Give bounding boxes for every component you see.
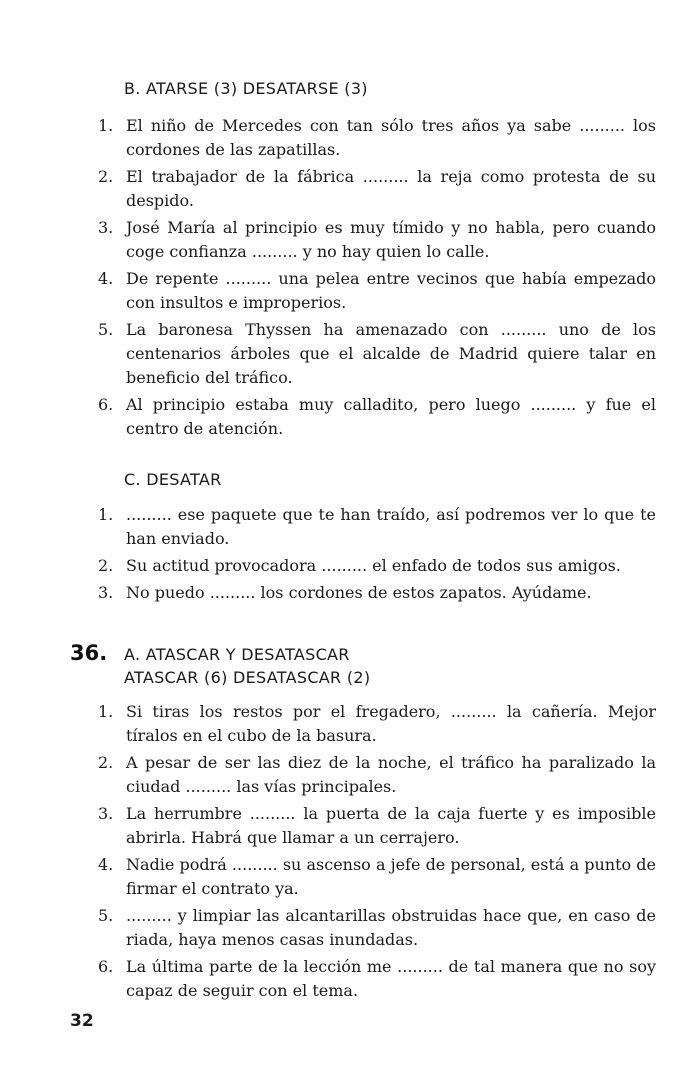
list-item: 5. ......... y limpiar las alcantarillas obstruidas hace que, en caso de riada, haya menos casas inundadas. bbox=[98, 906, 656, 949]
list-item: 4. Nadie podrá ......... su ascenso a jefe de personal, está a punto de firmar el contrato ya. bbox=[98, 855, 656, 898]
exercise-36-list bbox=[98, 700, 656, 1006]
list-item: 2. El trabajador de la fábrica ......... la reja como protesta de su despido. bbox=[98, 167, 656, 210]
page-number: 32 bbox=[70, 1011, 94, 1031]
item-text: Al principio estaba muy calladito, pero luego ......... y fue el centro de atención. bbox=[126, 395, 656, 438]
list-item: 1. El niño de Mercedes con tan sólo tres años ya sabe ......... los cordones de las zapatillas. bbox=[98, 116, 656, 159]
exercise-number: 36. bbox=[70, 641, 108, 665]
list-item: 6. Al principio estaba muy calladito, pero luego ......... y fue el centro de atención. bbox=[98, 395, 656, 438]
section-c-heading: C. DESATAR bbox=[124, 470, 222, 489]
item-text: La herrumbre ......... la puerta de la caja fuerte y es imposible abrirla. Habrá que llamar a un cerrajero. bbox=[126, 804, 656, 847]
item-text: A pesar de ser las diez de la noche, el tráfico ha paralizado la ciudad ......... las vías principales. bbox=[126, 753, 656, 796]
list-item: 1. Si tiras los restos por el fregadero, ......... la cañería. Mejor tíralos en el cubo de la basura. bbox=[98, 702, 656, 745]
item-text: De repente ......... una pelea entre vecinos que había empezado con insultos e improperios. bbox=[126, 269, 656, 312]
item-text: La baronesa Thyssen ha amenazado con ......... uno de los centenarios árboles que el alcalde de Madrid quiere talar en beneficio del tráfico. bbox=[126, 320, 656, 387]
list-item: 2. Su actitud provocadora ......... el enfado de todos sus amigos. bbox=[98, 556, 621, 575]
exercise-36-heading: A. ATASCAR Y DESATASCAR bbox=[124, 645, 350, 664]
item-text: Si tiras los restos por el fregadero, ......... la cañería. Mejor tíralos en el cubo de la basura. bbox=[126, 702, 656, 745]
item-text: No puedo ......... los cordones de estos zapatos. Ayúdame. bbox=[126, 583, 592, 602]
list-item: 3. José María al principio es muy tímido y no habla, pero cuando coge confianza ......... y no hay quien lo calle. bbox=[98, 218, 656, 261]
item-text: José María al principio es muy tímido y no habla, pero cuando coge confianza ......... y no hay quien lo calle. bbox=[126, 218, 656, 261]
exercise-36-subheading: ATASCAR (6) DESATASCAR (2) bbox=[124, 668, 371, 687]
item-text: ......... y limpiar las alcantarillas obstruidas hace que, en caso de riada, haya menos casas inundadas. bbox=[126, 906, 656, 949]
section-b-heading: B. ATARSE (3) DESATARSE (3) bbox=[124, 79, 368, 98]
item-text: ......... ese paquete que te han traído, así podremos ver lo que te han enviado. bbox=[126, 505, 656, 548]
list-item: 1. ......... ese paquete que te han traído, así podremos ver lo que te han enviado. bbox=[98, 505, 656, 548]
item-text: Su actitud provocadora ......... el enfado de todos sus amigos. bbox=[126, 556, 621, 575]
item-text: El niño de Mercedes con tan sólo tres años ya sabe ......... los cordones de las zapatillas. bbox=[126, 116, 656, 159]
section-b-list bbox=[98, 114, 656, 444]
section-c-list bbox=[98, 503, 656, 608]
list-item: 6. La última parte de la lección me ......... de tal manera que no soy capaz de seguir con el tema. bbox=[98, 957, 656, 1000]
item-text: Nadie podrá ......... su ascenso a jefe de personal, está a punto de firmar el contrato ya. bbox=[126, 855, 656, 898]
item-text: La última parte de la lección me ......... de tal manera que no soy capaz de seguir con el tema. bbox=[126, 957, 656, 1000]
list-item: 5. La baronesa Thyssen ha amenazado con ......... uno de los centenarios árboles que el alcalde de Madrid quiere talar en beneficio del tráfico. bbox=[98, 320, 656, 387]
item-text: El trabajador de la fábrica ......... la reja como protesta de su despido. bbox=[126, 167, 656, 210]
list-item: 3. No puedo ......... los cordones de estos zapatos. Ayúdame. bbox=[98, 583, 592, 602]
list-item: 2. A pesar de ser las diez de la noche, el tráfico ha paralizado la ciudad ......... las vías principales. bbox=[98, 753, 656, 796]
list-item: 4. De repente ......... una pelea entre vecinos que había empezado con insultos e improperios. bbox=[98, 269, 656, 312]
list-item: 3. La herrumbre ......... la puerta de la caja fuerte y es imposible abrirla. Habrá que llamar a un cerrajero. bbox=[98, 804, 656, 847]
